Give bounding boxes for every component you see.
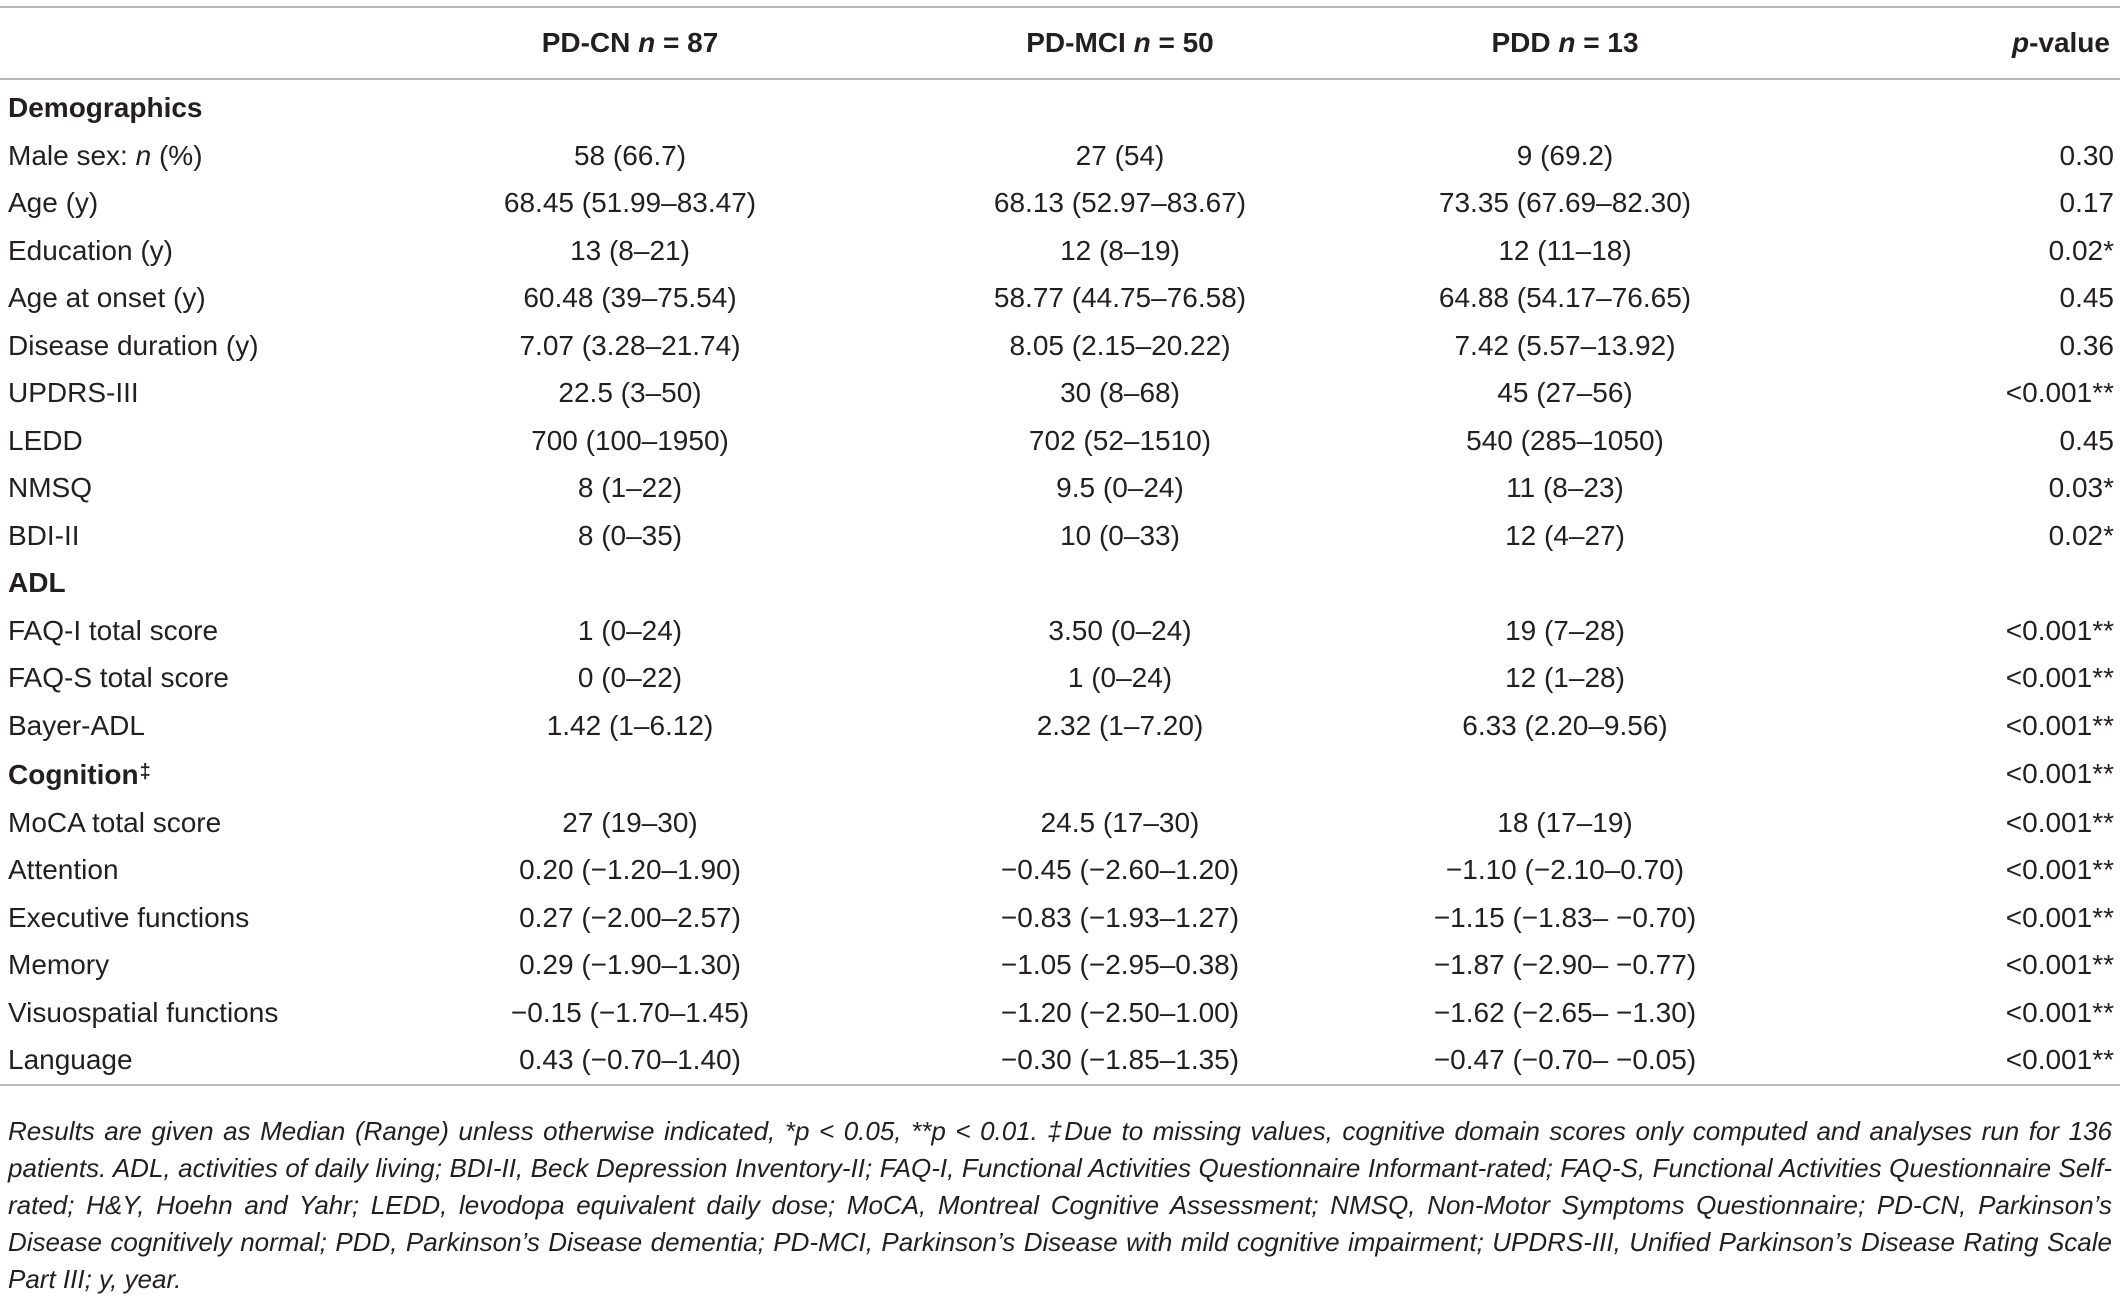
cell-p-value: 0.02* bbox=[2048, 234, 2114, 266]
cell-p-value: <0.001** bbox=[2005, 758, 2114, 789]
cell-pdd: −0.47 (−0.70– −0.05) bbox=[1340, 1036, 1790, 1085]
row-label: Attention bbox=[8, 854, 119, 885]
cell-pd-cn: 0 (0–22) bbox=[577, 662, 683, 693]
cell-pd-cn: 0.27 (−2.00–2.57) bbox=[519, 901, 741, 933]
row-label: Disease duration (y) bbox=[8, 329, 259, 361]
section-row bbox=[0, 749, 2120, 799]
cell-pdd: 540 (285–1050) bbox=[1466, 424, 1664, 456]
cell-p-value: <0.001** bbox=[2005, 709, 2114, 741]
row-label: NMSQ bbox=[8, 472, 92, 503]
cell-pd-mci: 8.05 (2.15–20.22) bbox=[1009, 329, 1231, 361]
cell-pdd: 7.42 (5.57–13.92) bbox=[1454, 329, 1676, 361]
table-row bbox=[0, 274, 2120, 322]
table-row bbox=[0, 227, 2120, 275]
cell-pd-mci: 702 (52–1510) bbox=[1028, 424, 1212, 456]
row-label: Language bbox=[0, 1036, 360, 1085]
cell-p-value: 0.02* bbox=[2048, 519, 2114, 551]
row-label: BDI-II bbox=[8, 519, 80, 551]
table-row bbox=[0, 132, 2120, 180]
cell-pd-mci: −1.20 (−2.50–1.00) bbox=[1000, 996, 1240, 1028]
row-label: FAQ-S total score bbox=[8, 662, 229, 693]
table-row bbox=[0, 799, 2120, 847]
cell-empty bbox=[360, 749, 900, 799]
table-header bbox=[0, 7, 2120, 79]
cell-empty bbox=[900, 749, 1340, 799]
cell-pd-mci: 30 (8–68) bbox=[1060, 377, 1180, 408]
table-row bbox=[0, 989, 2120, 1037]
row-label: Age at onset (y) bbox=[8, 282, 206, 313]
cell-empty bbox=[900, 79, 1340, 132]
row-label: Executive functions bbox=[8, 901, 250, 933]
cell-pd-cn: 8 (0–35) bbox=[577, 519, 683, 551]
cell-pd-mci: 68.13 (52.97–83.67) bbox=[993, 187, 1247, 218]
row-label: MoCA total score bbox=[8, 806, 222, 838]
cell-p-value: 0.36 bbox=[2059, 329, 2114, 361]
cell-p-value: <0.001** bbox=[2005, 614, 2114, 646]
cell-pdd: 19 (7–28) bbox=[1505, 614, 1625, 646]
cell-empty bbox=[1340, 79, 1790, 132]
cell-pdd: 45 (27–56) bbox=[1497, 377, 1633, 408]
cell-pdd: 9 (69.2) bbox=[1516, 139, 1614, 171]
table-row bbox=[0, 894, 2120, 942]
cell-pd-mci: −1.05 (−2.95–0.38) bbox=[1000, 949, 1240, 980]
cell-p-value: 0.17 bbox=[2059, 187, 2114, 218]
cell-pd-mci: −0.45 (−2.60–1.20) bbox=[1000, 854, 1240, 885]
cell-pd-mci: −0.83 (−1.93–1.27) bbox=[1000, 901, 1240, 933]
cell-pd-mci: 27 (54) bbox=[1075, 139, 1165, 171]
cell-pdd: −1.10 (−2.10–0.70) bbox=[1445, 854, 1685, 885]
table-row bbox=[0, 464, 2120, 512]
cell-pd-cn: 700 (100–1950) bbox=[531, 424, 729, 456]
cell-pd-cn: 0.20 (−1.20–1.90) bbox=[519, 854, 741, 885]
table-row bbox=[0, 846, 2120, 894]
cell-pd-mci: 1 (0–24) bbox=[1067, 662, 1173, 693]
row-label: Age (y) bbox=[8, 187, 99, 218]
cell-p-value bbox=[1790, 559, 2120, 607]
cell-pd-cn: 8 (1–22) bbox=[577, 472, 683, 503]
cell-pdd: 12 (11–18) bbox=[1498, 234, 1632, 266]
cell-p-value: <0.001** bbox=[2005, 854, 2114, 885]
table-row bbox=[0, 607, 2120, 655]
cell-p-value: <0.001** bbox=[2005, 806, 2114, 838]
table-container bbox=[0, 6, 2120, 1086]
section-row bbox=[0, 559, 2120, 607]
cell-pd-mci: 3.50 (0–24) bbox=[1048, 614, 1192, 646]
cell-pd-mci: −0.30 (−1.85–1.35) bbox=[900, 1036, 1340, 1085]
section-label: Demographics bbox=[8, 92, 203, 123]
cell-pd-cn: −0.15 (−1.70–1.45) bbox=[510, 996, 750, 1028]
cell-pdd: 6.33 (2.20–9.56) bbox=[1462, 709, 1668, 741]
cell-pd-cn: 0.43 (−0.70–1.40) bbox=[360, 1036, 900, 1085]
cell-empty bbox=[1340, 749, 1790, 799]
cell-pd-cn: 1 (0–24) bbox=[577, 614, 683, 646]
cell-p-value: 0.45 bbox=[2059, 282, 2114, 313]
table-body bbox=[0, 79, 2120, 1085]
table-row bbox=[0, 654, 2120, 702]
cell-pd-cn: 27 (19–30) bbox=[562, 806, 698, 838]
cell-p-value: <0.001** bbox=[2005, 901, 2114, 933]
header-pd-cn: PD-CN n = 87 bbox=[360, 7, 900, 79]
table-row bbox=[0, 702, 2120, 750]
cell-p-value: <0.001** bbox=[2005, 662, 2114, 693]
cell-pd-mci: 10 (0–33) bbox=[1060, 519, 1180, 551]
table-row bbox=[0, 417, 2120, 465]
cell-empty bbox=[900, 559, 1340, 607]
section-label: Cognition‡ bbox=[8, 759, 151, 790]
row-label: FAQ-I total score bbox=[8, 614, 219, 646]
row-label: LEDD bbox=[8, 424, 83, 456]
cell-p-value: 0.03* bbox=[2048, 472, 2114, 503]
cell-pd-cn: 0.29 (−1.90–1.30) bbox=[519, 949, 741, 980]
section-row bbox=[0, 79, 2120, 132]
cell-pdd: −1.62 (−2.65– −1.30) bbox=[1433, 996, 1697, 1028]
cell-p-value: <0.001** bbox=[2005, 949, 2114, 980]
table-row bbox=[0, 369, 2120, 417]
cell-p-value bbox=[1790, 79, 2120, 132]
cell-pd-cn: 60.48 (39–75.54) bbox=[523, 282, 737, 313]
row-label: Bayer-ADL bbox=[8, 709, 145, 741]
row-label: Memory bbox=[8, 949, 110, 980]
table-row bbox=[0, 322, 2120, 370]
cell-pd-cn: 22.5 (3–50) bbox=[558, 377, 702, 408]
cell-p-value: <0.001** bbox=[1790, 1036, 2120, 1085]
table-row bbox=[0, 1036, 2120, 1085]
section-label: ADL bbox=[8, 567, 66, 598]
cell-pdd: 12 (4–27) bbox=[1505, 519, 1625, 551]
cell-pdd: −1.87 (−2.90– −0.77) bbox=[1433, 949, 1697, 980]
cell-pdd: −1.15 (−1.83– −0.70) bbox=[1433, 901, 1697, 933]
cell-pdd: 18 (17–19) bbox=[1497, 806, 1633, 838]
cell-pd-cn: 58 (66.7) bbox=[573, 139, 687, 171]
header-label-col bbox=[0, 7, 360, 79]
header-pdd: PDD n = 13 bbox=[1340, 7, 1790, 79]
cell-pdd: 12 (1–28) bbox=[1505, 662, 1625, 693]
cell-empty bbox=[1340, 559, 1790, 607]
cell-pd-cn: 68.45 (51.99–83.47) bbox=[503, 187, 757, 218]
row-label: Male sex: n (%) bbox=[8, 139, 203, 171]
table-footnote: Results are given as Median (Range) unless otherwise indicated, *p < 0.05, **p < 0.01. ‡Due to missing values, cognitive domain scores only computed and analyses run for 136 patients. ADL, activities of daily living; BDI-II, Beck Depression Inventory-II; FAQ-I, Functional Activities Questionnaire Informant-rated; FAQ-S, Functional Activities Questionnaire Self-rated; H&Y, Hoehn and Yahr; LEDD, levodopa equivalent daily dose; MoCA, Montreal Cognitive Assessment; NMSQ, Non-Motor Symptoms Questionnaire; PD-CN, Parkinson’s Disease cognitively normal; PDD, Parkinson’s Disease dementia; PD-MCI, Parkinson’s Disease with mild cognitive impairment; UPDRS-III, Unified Parkinson’s Disease Rating Scale Part III; y, year. bbox=[8, 1116, 2112, 1294]
cell-pd-mci: 2.32 (1–7.20) bbox=[1036, 709, 1204, 741]
row-label: Visuospatial functions bbox=[8, 996, 279, 1028]
characteristics-table bbox=[0, 6, 2120, 1086]
cell-pd-mci: 24.5 (17–30) bbox=[1040, 806, 1200, 838]
cell-pdd: 11 (8–23) bbox=[1506, 472, 1624, 503]
cell-p-value: <0.001** bbox=[2005, 377, 2114, 408]
cell-pd-mci: 9.5 (0–24) bbox=[1056, 472, 1184, 503]
cell-pd-cn: 7.07 (3.28–21.74) bbox=[519, 329, 741, 361]
table-row bbox=[0, 512, 2120, 560]
cell-pd-mci: 12 (8–19) bbox=[1060, 234, 1180, 266]
cell-pd-cn: 1.42 (1–6.12) bbox=[546, 709, 714, 741]
row-label: Education (y) bbox=[8, 234, 173, 266]
cell-p-value: <0.001** bbox=[2005, 996, 2114, 1028]
cell-p-value: 0.45 bbox=[2059, 424, 2114, 456]
cell-pdd: 64.88 (54.17–76.65) bbox=[1438, 282, 1692, 313]
cell-pd-mci: 58.77 (44.75–76.58) bbox=[993, 282, 1247, 313]
header-p-value: p-value bbox=[1790, 7, 2120, 79]
row-label: UPDRS-III bbox=[8, 377, 139, 408]
cell-empty bbox=[360, 559, 900, 607]
header-pd-mci: PD-MCI n = 50 bbox=[900, 7, 1340, 79]
cell-pd-cn: 13 (8–21) bbox=[570, 234, 690, 266]
cell-p-value: 0.30 bbox=[2059, 139, 2114, 171]
table-row bbox=[0, 179, 2120, 227]
cell-empty bbox=[360, 79, 900, 132]
table-row bbox=[0, 941, 2120, 989]
header-row bbox=[0, 7, 2120, 79]
cell-pdd: 73.35 (67.69–82.30) bbox=[1438, 187, 1692, 218]
